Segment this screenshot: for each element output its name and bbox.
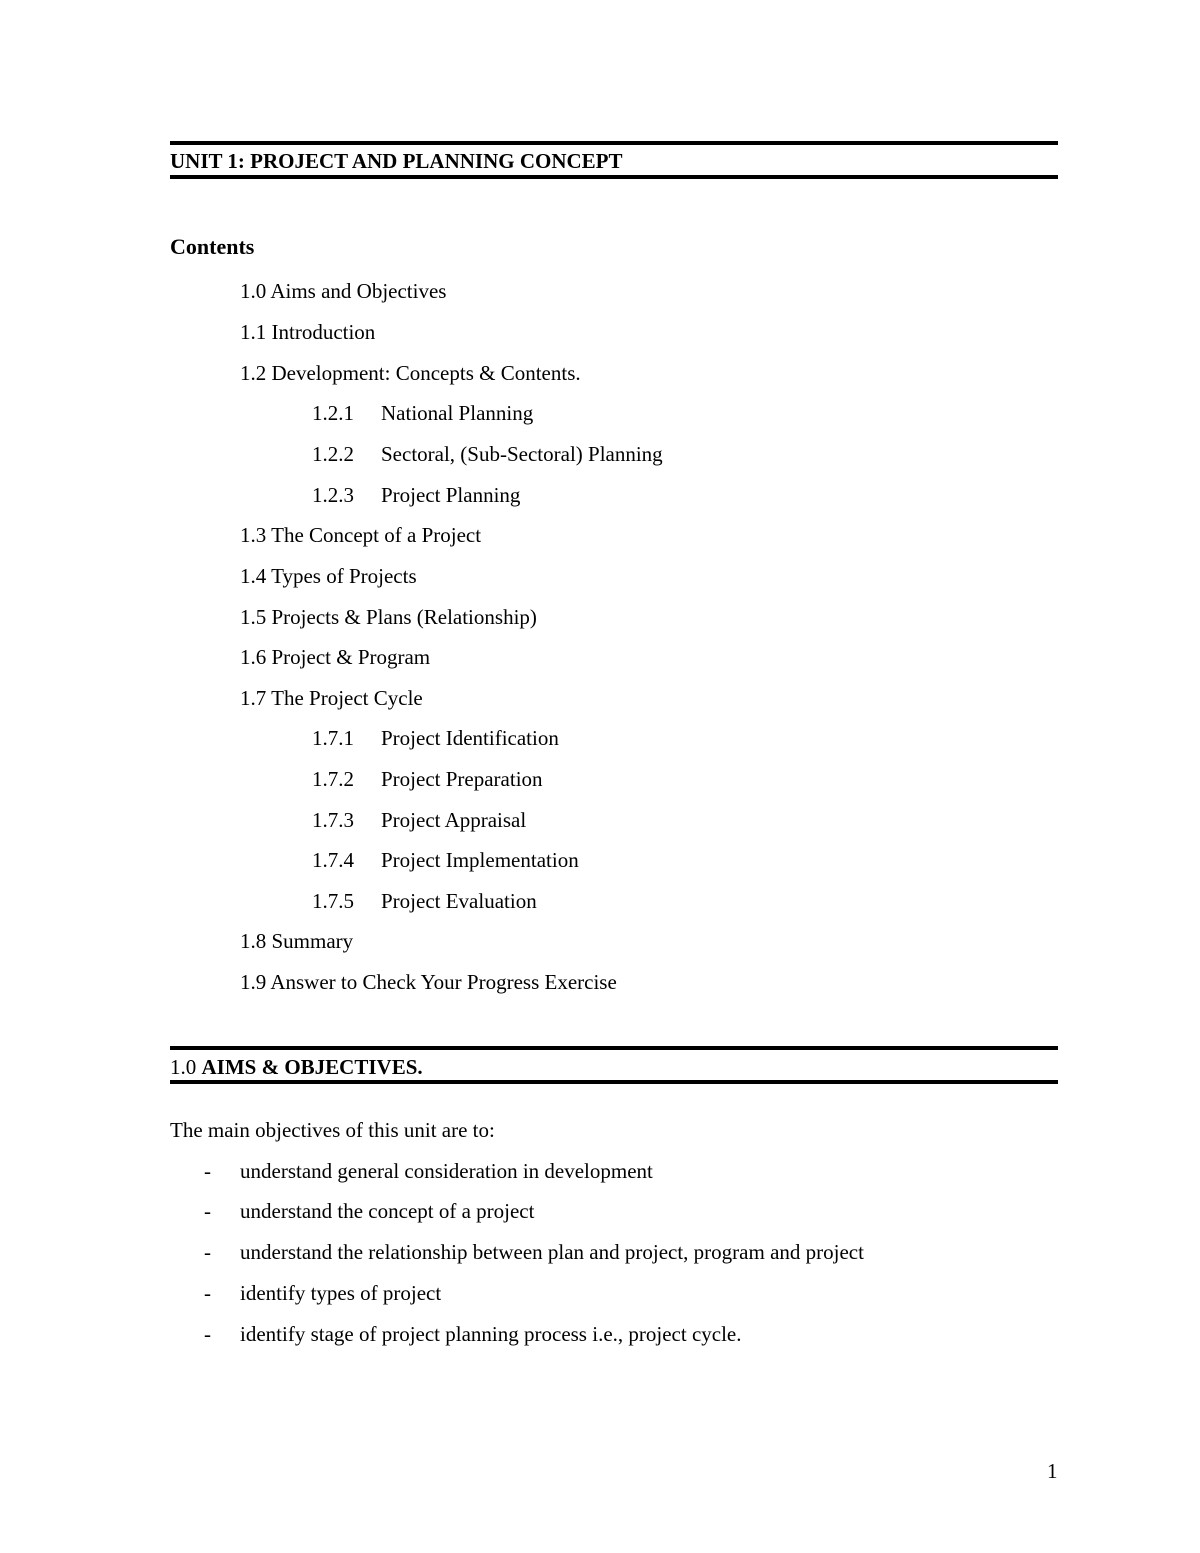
objectives-intro: The main objectives of this unit are to: <box>170 1118 495 1142</box>
section-title: AIMS & OBJECTIVES. <box>201 1055 423 1079</box>
toc-item-1-5: 1.5 Projects & Plans (Relationship) <box>240 605 537 629</box>
toc-item-1-6: 1.6 Project & Program <box>240 645 431 669</box>
toc-item-1-9: 1.9 Answer to Check Your Progress Exercise <box>240 970 617 994</box>
toc-item-1-4: 1.4 Types of Projects <box>240 564 417 588</box>
section-heading <box>170 1055 1058 1079</box>
contents-title: Contents <box>170 234 255 259</box>
toc-number-1-7-1: 1.7.1 <box>312 726 354 750</box>
section-top-rule <box>170 1046 1058 1050</box>
bullet-dash: - <box>204 1281 211 1305</box>
toc-item-1-2-1: National Planning <box>381 401 534 425</box>
toc-item-1-2-3: Project Planning <box>381 483 521 507</box>
top-rule <box>170 141 1058 145</box>
toc-item-1-0: 1.0 Aims and Objectives <box>240 279 447 303</box>
toc-item-1-3: 1.3 The Concept of a Project <box>240 523 482 547</box>
section-underline-rule <box>170 1080 1058 1084</box>
heading-underline-rule <box>170 175 1058 179</box>
bullet-dash: - <box>204 1159 211 1183</box>
toc-item-1-8: 1.8 Summary <box>240 929 354 953</box>
toc-item-1-7: 1.7 The Project Cycle <box>240 686 423 710</box>
toc-number-1-2-2: 1.2.2 <box>312 442 354 466</box>
toc-item-1-2-2: Sectoral, (Sub-Sectoral) Planning <box>381 442 663 466</box>
toc-number-1-7-3: 1.7.3 <box>312 808 354 832</box>
toc-number-1-2-1: 1.2.1 <box>312 401 354 425</box>
toc-item-1-1: 1.1 Introduction <box>240 320 376 344</box>
list-item: understand the relationship between plan and project, program and project <box>240 1240 864 1264</box>
toc-number-1-7-5: 1.7.5 <box>312 889 354 913</box>
unit-heading: UNIT 1: PROJECT AND PLANNING CONCEPT <box>170 149 623 173</box>
list-item: understand general consideration in development <box>240 1159 653 1183</box>
toc-item-1-7-4: Project Implementation <box>381 848 579 872</box>
toc-item-1-7-1: Project Identification <box>381 726 559 750</box>
toc-item-1-7-5: Project Evaluation <box>381 889 537 913</box>
list-item: identify types of project <box>240 1281 442 1305</box>
bullet-dash: - <box>204 1240 211 1264</box>
bullet-dash: - <box>204 1322 211 1346</box>
list-item: identify stage of project planning process i.e., project cycle. <box>240 1322 742 1346</box>
toc-number-1-7-4: 1.7.4 <box>312 848 354 872</box>
toc-item-1-7-2: Project Preparation <box>381 767 543 791</box>
toc-number-1-2-3: 1.2.3 <box>312 483 354 507</box>
toc-number-1-7-2: 1.7.2 <box>312 767 354 791</box>
toc-item-1-2: 1.2 Development: Concepts & Contents. <box>240 361 581 385</box>
bullet-dash: - <box>204 1199 211 1223</box>
page-number: 1 <box>1047 1459 1058 1483</box>
list-item: understand the concept of a project <box>240 1199 535 1223</box>
section-number: 1.0 <box>170 1055 197 1079</box>
toc-item-1-7-3: Project Appraisal <box>381 808 527 832</box>
